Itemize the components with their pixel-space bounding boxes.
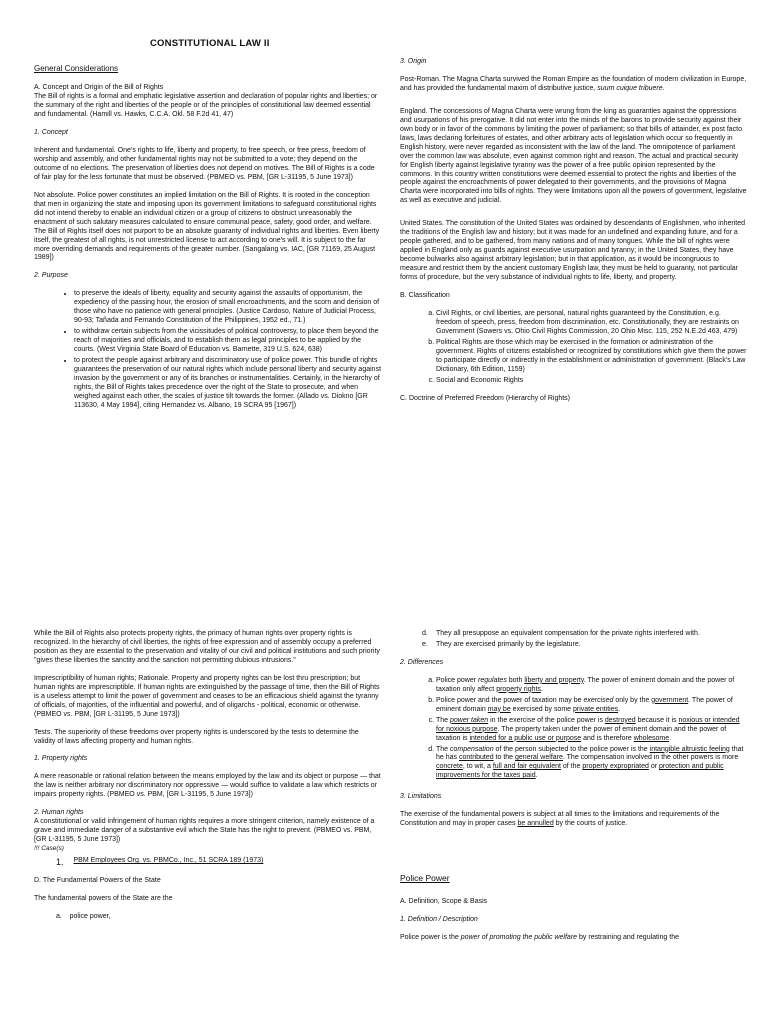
difference-item: b. Police power and the power of taxation may be exercised only by the government. The power of eminent domain may be exercised by some private entities. (436, 697, 748, 715)
document-title: CONSTITUTIONAL LAW II (150, 38, 270, 49)
human-rights-paragraph: A constitutional or valid infringement of human rights requires a more stringent criterion, namely existence of a grave and immediate danger of a substantive evil which the State has the right to prevent. (PBMEO vs. PBM, [GR L-31195, 5 June 1973]) (34, 818, 375, 844)
purpose-item: • to withdraw certain subjects from the vicissitudes of political controversy, to place them beyond the reach of majorities and officials, and to establish them as legal principles to be applied by the courts. (West Virginia State Board of Education vs. Barnette, 319 U.S. 624, 638) (74, 328, 382, 355)
general-considerations-heading: General Considerations (34, 64, 119, 73)
right-column-bottom (400, 630, 748, 952)
left-column-bottom (34, 630, 382, 931)
fundamental-powers-text: The fundamental powers of the State are the (34, 894, 173, 902)
united-states-paragraph: United States. The constitution of the United States was ordained by descendants of Englishmen, who inherited the traditions of the English law and history; but it was made for an undefined and expanding future, and for a people gathered, and to be gathered, from many nations and of many tongues. While the bill of rights were applied in England only as guards against executive usurpation and tyranny; in the United States, they have become bulwarks also against arbitrary legislation; but in that application, as it would be incongruous to measure and restrict them by the ancient customary English law, they must be held to guaranty, not particular forms of procedure, but the very substance of individual rights to life, liberty, and property. (400, 220, 746, 282)
origin-label: 3. Origin (400, 58, 427, 65)
difference-item: a. Police power regulates both liberty and property. The power of eminent domain and the power of taxation only affect property rights. (436, 677, 748, 695)
left-column-top (34, 58, 382, 420)
limitations-label: 3. Limitations (400, 793, 442, 801)
fundamental-powers-item: a. police power, (56, 912, 111, 920)
not-absolute-paragraph: Not absolute. Police power constitutes an implied limitation on the Bill of Rights. It is rooted in the conception that men in organizing the state and imposing upon its government limitations to safeguard constitutional rights did not intend thereby to enable an individual citizen or a group of citizens to obstruct unreasonably the enactment of such salutary measures calculated to ensure communal peace, safety, good order, and welfare. The Bill of Rights itself does not purport to be an absolute guaranty of individual rights and liberties. Even liberty itself, the greatest of all rights, is not unrestricted license to act according to one's will. It is subject to the far more overriding demands and requirements of the greater number. (Sangalang vs. IAC, [GR 71169, 25 August 1989]) (34, 191, 380, 262)
classification-item: c. Social and Economic Rights (436, 377, 748, 386)
presuppose-item: e. They are exercised primarily by the legislature. (422, 640, 581, 648)
property-primacy-paragraph: While the Bill of Rights also protects property rights, the primacy of human rights over property rights is recognized. In the hierarchy of civil liberties, the rights of free expression and of assembly occupy a preferred position as they are essential to the preservation and vitality of our civil and political institutions and such priority "gives these liberties the sanctity and the sanction not permitting dubious intrusions." (34, 630, 380, 664)
purpose-list (34, 290, 382, 410)
differences-label: 2. Differences (400, 658, 444, 666)
concept-origin-heading: A. Concept and Origin of the Bill of Rights (34, 84, 164, 92)
definition-label: 1. Definition / Description (400, 916, 478, 924)
post-roman-paragraph: Post-Roman. The Magna Charta survived the Roman Empire as the foundation of modern civilization in Europe, and has provided the fundamental maxim of distributive justice, suum cuique tribuere. (400, 75, 747, 92)
england-paragraph: England. The concessions of Magna Charta were wrung from the king as guaranties against the oppressions and usurpations of his prerogative. It did not enter into the minds of the barons to provide security against their own body or in favor of the commons by limiting the power of parliament; so that bills of attainder, ex post facto laws, laws declaring forfeitures of estates, and other arbitrary acts of legislation which occur so frequently in English history, were never regarded as inconsistent with the law of the land. The omnipotence of parliament over the common law was absolute, even against common right and reason. The actual and practical security for English liberty against legislative tyranny was the power of a free public opinion represented by the commons. In this country written constitutions were deemed essential to protect the rights and liberties of the people against the encroachments of power delegated to their governments, and the provisions of Magna Charta were incorporated into bills of rights. They were limitations upon all the powers of government, legislative as well as executive and judicial. (400, 107, 747, 205)
case-citation: PBM Employees Org. vs. PBMCo., Inc., 51 SCRA 189 (1973) (73, 857, 264, 865)
purpose-label: 2. Purpose (34, 272, 68, 280)
classification-item: b. Political Rights are those which may be exercised in the formation or administration of the government. Rights of citizens established or recognized by constitutions which give them the power to participate directly or indirectly in the establishment or administration of government. (Black's Law Dictionary, 6th Edition, 1159) (436, 339, 748, 375)
differences-list (400, 677, 748, 781)
page-bottom (0, 612, 768, 1024)
property-rights-paragraph: A mere reasonable or rational relation between the means employed by the law and its object or purpose — that the law is neither arbitrary nor discriminatory nor oppressive — would suffice to validate a law which restricts or impairs property rights. (PBMEO vs. PBM, [GR L-31195, 5 June 1973]) (34, 773, 381, 799)
classification-heading: B. Classification (400, 292, 450, 300)
right-column-top (400, 58, 748, 413)
definition-paragraph: Police power is the power of promoting the public welfare by restraining and regulating the (400, 933, 680, 941)
inherent-paragraph: Inherent and fundamental. One's rights to life, liberty and property, to free speech, or free press, freedom of worship and assembly, and other fundamental rights may not be submitted to a vote; they depend on the outcome of no elections. The preservation of liberties does not depend on motives. The Bill of Rights is a code of fair play for the less fortunate that must be observed. (PBMEO vs. PBM, [GR L-31195, 5 June 1973]) (34, 147, 375, 181)
purpose-item: • to preserve the ideals of liberty, equality and security against the assaults of opportunism, the expediency of the passing hour, the erosion of small encroachments, and the scorn and derision of those who have no patience with general principles. (Justice Cardoso, Nature of Judicial Process, 90-93; Tañada and Fernando Constitution of the Philippines, 1952 ed., 71.) (74, 290, 382, 326)
case-entry (56, 857, 382, 869)
fundamental-powers-heading: D. The Fundamental Powers of the State (34, 876, 161, 884)
classification-item: a. Civil Rights, or civil liberties, are personal, natural rights guaranteed by the Constitution, e.g. freedom of speech, press, freedom from discrimination, etc. Constitutionally, they are restraints on Government (Sowers vs. Ohio Civil Rights Commission, 20 Ohio Misc. 115, 252 N.E.2d 463, 479) (436, 310, 748, 337)
difference-item: d. The compensation of the person subjected to the police power is the intangible altruistic feeling that he has contributed to the general welfare. The compensation involved in the other powers is more concrete, to wit, a full and fair equivalent of the property expropriated or protection and public improvements for the taxes paid. (436, 746, 748, 782)
case-number: 1. (56, 857, 64, 868)
property-rights-label: 1. Property rights (34, 755, 88, 763)
police-power-heading: Police Power (400, 873, 450, 884)
purpose-item: • to protect the people against arbitrary and discriminatory use of police power. This bundle of rights guarantees the preservation of our natural rights which include personal liberty and security against invasion by the government or any of its branches or instrumentalities. Certainly, in the hierarchy of rights, the Bill of Rights takes precedence over the right of the State to prosecute, and when weighed against each other, the scales of justice tilt towards the former. (Allado vs. Diokno [GR 113630, 4 May 1994], citing Hernandez vs. Albano, 19 SCRA 95 [1967]) (74, 357, 382, 411)
concept-label: 1. Concept (34, 129, 68, 137)
human-rights-label: 2. Human rights (34, 809, 84, 817)
cases-label: !!! Case(s) (34, 845, 64, 853)
imprescriptibility-paragraph: Imprescriptibility of human rights; Rationale. Property and property rights can be lost thru prescription; but human rights are imprescriptible. If human rights are extinguished by the passage of time, then the Bill of Rights is a useless attempt to limit the power of government and ceases to be an efficacious shield against the tyranny of officials, of majorities, of the influential and powerful, and of oligarchs - political, economic or otherwise. (PBMEO vs. PBM, [GR L-31195, 5 June 1973]) (34, 674, 380, 718)
doctrine-heading: C. Doctrine of Preferred Freedom (Hierarchy of Rights) (400, 394, 570, 402)
definition-heading: A. Definition, Scope & Basis (400, 898, 488, 906)
difference-item: c. The power taken in the exercise of the police power is destroyed because it is noxious or intended for noxious purpose. The property taken under the power of eminent domain and the power of taxation is intended for a public use or purpose and is therefore wholesome. (436, 717, 748, 744)
classification-list (400, 310, 748, 386)
presuppose-list (400, 630, 748, 650)
concept-origin-text: The Bill of rights is a formal and emphatic legislative assertion and declaration of popular rights and liberties; or the summary of the right and liberties of the people or of the principles of constitutional law deemed essential and fundamental. (Hamill vs. Hawks, C.C.A. Okl. 58 F.2d 41, 47) (34, 93, 378, 119)
presuppose-item: d. They all presuppose an equivalent compensation for the private rights interfered with. (422, 630, 700, 637)
tests-paragraph: Tests. The superiority of these freedoms over property rights is underscored by the tests to determine the validity of laws affecting property and human rights. (34, 728, 359, 745)
limitations-paragraph: The exercise of the fundamental powers is subject at all times to the limitations and requirements of the Constitution and may in proper cases be annulled by the courts of justice. (400, 811, 720, 828)
